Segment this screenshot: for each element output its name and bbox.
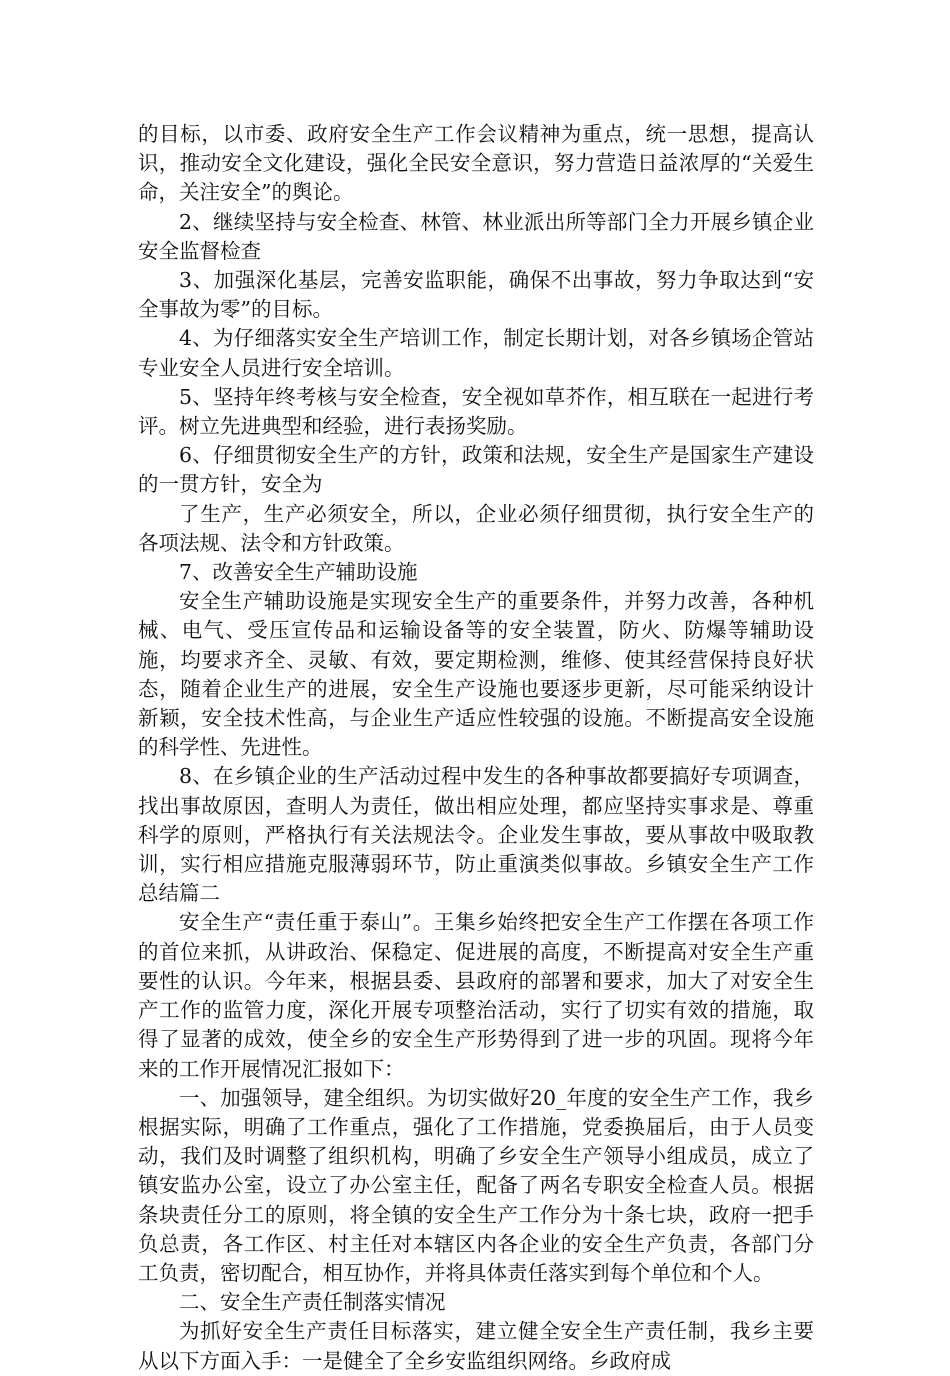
paragraph-7: 了生产，生产必须安全，所以，企业必须仔细贯彻，执行安全生产的各项法规、法令和方针政策。 (138, 501, 814, 555)
paragraph-10: 8、在乡镇企业的生产活动过程中发生的各种事故都要搞好专项调查，找出事故原因，查明人为责任，做出相应处理，都应坚持实事求是、尊重科学的原则，严格执行有关法规法令。企业发生事故，要从事故中吸取教训，实行相应措施克服薄弱环节，防止重演类似事故。乡镇安全生产工作总结篇二 (138, 764, 814, 906)
document-body (138, 120, 814, 1376)
paragraph-1: 的目标，以市委、政府安全生产工作会议精神为重点，统一思想，提高认识，推动安全文化建设，强化全民安全意识，努力营造日益浓厚的“关爱生命，关注安全”的舆论。 (138, 122, 814, 205)
paragraph-4: 4、为仔细落实安全生产培训工作，制定长期计划，对各乡镇场企管站专业安全人员进行安全培训。 (138, 326, 814, 380)
paragraph-6: 6、仔细贯彻安全生产的方针，政策和法规，安全生产是国家生产建设的一贯方针，安全为 (138, 443, 814, 497)
paragraph-11: 安全生产“责任重于泰山”。王集乡始终把安全生产工作摆在各项工作的首位来抓，从讲政治、保稳定、促进展的高度，不断提高对安全生产重要性的认识。今年来，根据县委、县政府的部署和要求，加大了对安全生产工作的监管力度，深化开展专项整治活动，实行了切实有效的措施，取得了显著的成效，使全乡的安全生产形势得到了进一步的巩固。现将今年来的工作开展情况汇报如下： (138, 910, 814, 1081)
paragraph-13: 二、安全生产责任制落实情况 (179, 1290, 446, 1315)
paragraph-14: 为抓好安全生产责任目标落实，建立健全安全生产责任制，我乡主要从以下方面入手：一是健全了全乡安监组织网络。乡政府成 (138, 1319, 814, 1373)
paragraph-2: 2、继续坚持与安全检查、林管、林业派出所等部门全力开展乡镇企业安全监督检查 (138, 209, 814, 263)
paragraph-12: 一、加强领导，建全组织。为切实做好20_年度的安全生产工作，我乡根据实际，明确了工作重点，强化了工作措施，党委换届后，由于人员变动，我们及时调整了组织机构，明确了乡安全生产领导小组成员，成立了镇安监办公室，设立了办公室主任，配备了两名专职安全检查人员。根据条块责任分工的原则，将全镇的安全生产工作分为十条七块，政府一把手负总责，各工作区、村主任对本辖区内各企业的安全生产负责，各部门分工负责，密切配合，相互协作，并将具体责任落实到每个单位和个人。 (138, 1085, 814, 1285)
paragraph-3: 3、加强深化基层，完善安监职能，确保不出事故，努力争取达到“安全事故为零”的目标。 (138, 268, 814, 322)
paragraph-8: 7、改善安全生产辅助设施 (179, 560, 418, 585)
paragraph-9: 安全生产辅助设施是实现安全生产的重要条件，并努力改善，各种机械、电气、受压宣传品和运输设备等的安全装置，防火、防爆等辅助设施，均要求齐全、灵敏、有效，要定期检测，维修、使其经营保持良好状态，随着企业生产的进展，安全生产设施也要逐步更新，尽可能采纳设计新颖，安全技术性高，与企业生产适应性较强的设施。不断提高安全设施的科学性、先进性。 (138, 589, 814, 760)
paragraph-5: 5、坚持年终考核与安全检查，安全视如草芥作，相互联在一起进行考评。树立先进典型和经验，进行表扬奖励。 (138, 384, 814, 439)
